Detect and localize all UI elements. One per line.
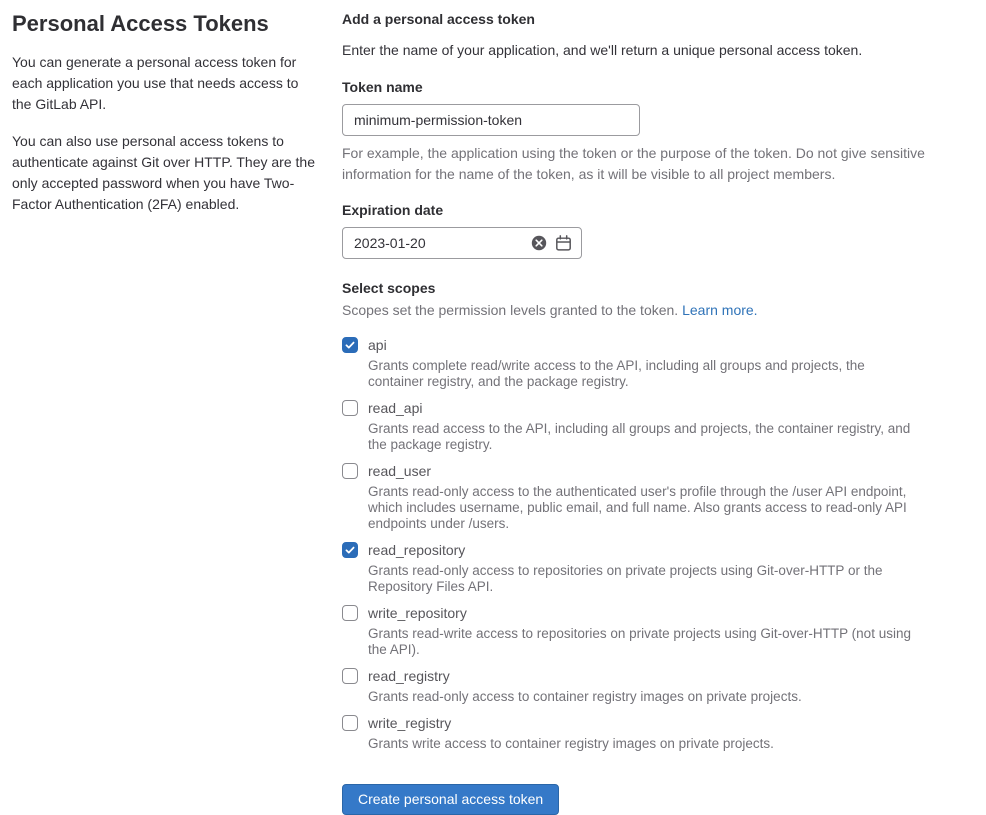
scope-description: Grants read-only access to container registry images on private projects. [368, 689, 802, 704]
page-title: Personal Access Tokens [12, 11, 269, 36]
scopes-label: Select scopes [342, 280, 436, 296]
intro-paragraph-1: You can generate a personal access token for each application you use that needs access to the GitLab API. [12, 54, 299, 112]
scope-checkbox[interactable] [342, 400, 358, 416]
expiration-date-field[interactable] [342, 227, 582, 259]
scope-label[interactable]: read_registry [368, 668, 450, 684]
scope-row-write_registry [342, 713, 964, 752]
check-icon [344, 339, 356, 351]
expiration-label: Expiration date [342, 202, 444, 218]
clear-date-button[interactable] [530, 235, 547, 252]
calendar-picker-button[interactable] [555, 235, 572, 252]
scope-label[interactable]: write_registry [368, 715, 452, 731]
scope-checkbox[interactable] [342, 337, 358, 353]
scope-row-api [342, 335, 964, 390]
token-name-help: For example, the application using the token or the purpose of the token. Do not give sensitive information for the name of the token, as it will be visible to all project members. [342, 145, 925, 182]
scope-label[interactable]: read_user [368, 463, 432, 479]
scope-row-read_repository [342, 540, 964, 595]
scope-checkbox[interactable] [342, 542, 358, 558]
expiration-group [342, 201, 964, 259]
create-token-button[interactable]: Create personal access token [342, 784, 559, 815]
check-icon [344, 544, 356, 556]
scope-description: Grants complete read/write access to the API, including all groups and projects, the container registry, and the package registry. [368, 358, 865, 389]
scope-description: Grants read-only access to repositories on private projects using Git-over-HTTP or the Repository Files API. [368, 563, 883, 594]
scope-description: Grants read-write access to repositories on private projects using Git-over-HTTP (not using the API). [368, 626, 911, 657]
scope-checkbox[interactable] [342, 668, 358, 684]
scope-description: Grants read-only access to the authenticated user's profile through the /user API endpoint, which includes username, public email, and full name. Also grants access to read-only API endpoints under /users. [368, 484, 907, 531]
scopes-help-text: Scopes set the permission levels granted to the token. [342, 302, 683, 318]
scope-checkbox[interactable] [342, 715, 358, 731]
scope-description: Grants read access to the API, including all groups and projects, the container registry, and the package registry. [368, 421, 911, 452]
token-name-label: Token name [342, 79, 423, 95]
scopes-group [342, 279, 964, 752]
scope-label[interactable]: read_api [368, 400, 423, 416]
token-form [342, 10, 964, 815]
scope-checkbox[interactable] [342, 605, 358, 621]
x-circle-icon [531, 235, 547, 251]
intro-paragraph-2: You can also use personal access tokens to authenticate against Git over HTTP. They are the only accepted password when you have Two-Factor Authentication (2FA) enabled. [12, 133, 315, 212]
scopes-help [342, 300, 964, 321]
form-subheading: Enter the name of your application, and we'll return a unique personal access token. [342, 42, 863, 58]
token-name-input[interactable] [342, 104, 640, 136]
calendar-icon [555, 235, 572, 252]
form-heading: Add a personal access token [342, 11, 535, 27]
scope-row-read_api [342, 398, 964, 453]
learn-more-link[interactable]: Learn more. [682, 302, 758, 318]
expiration-date-value: 2023-01-20 [354, 235, 426, 251]
scope-row-read_user [342, 461, 964, 532]
token-name-group [342, 78, 964, 185]
scope-label[interactable]: api [368, 337, 387, 353]
section-description-column [12, 10, 315, 815]
scope-list [342, 335, 964, 752]
scope-label[interactable]: read_repository [368, 542, 466, 558]
scope-checkbox[interactable] [342, 463, 358, 479]
scope-row-write_repository [342, 603, 964, 658]
scope-label[interactable]: write_repository [368, 605, 467, 621]
scope-description: Grants write access to container registry images on private projects. [368, 736, 774, 751]
scope-row-read_registry [342, 666, 964, 705]
